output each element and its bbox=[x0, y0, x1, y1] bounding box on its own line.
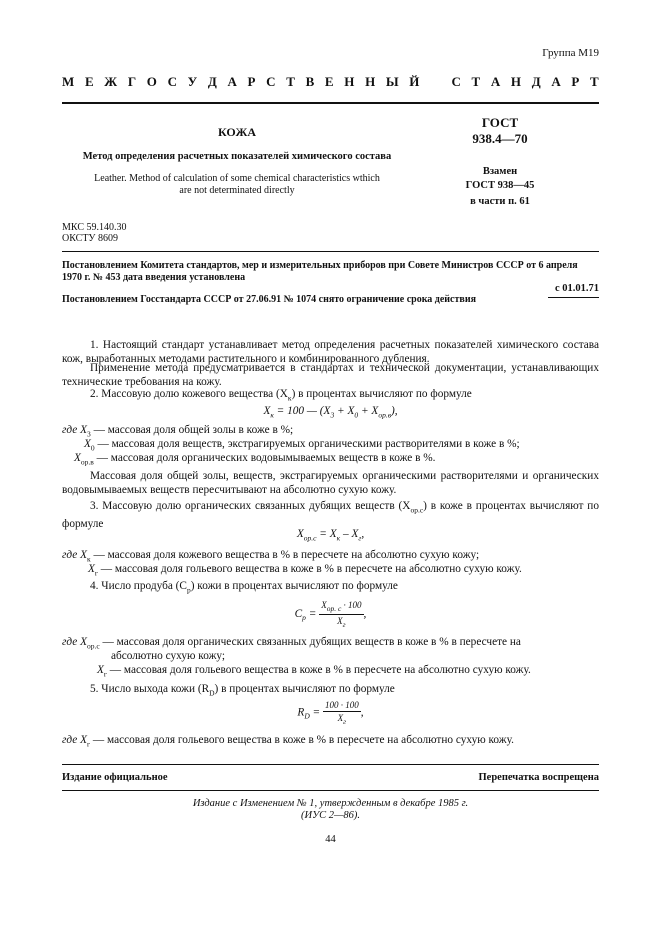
banner-letter: С bbox=[167, 74, 177, 89]
banner-letter: В bbox=[305, 74, 315, 89]
subtitle-en-2: are not determinated directly bbox=[179, 185, 295, 196]
edition-note-1: Издание с Изменением № 1, утвержденным в декабре 1985 г. bbox=[192, 798, 469, 809]
banner-letter: Р bbox=[247, 74, 256, 89]
formula-3: $C_p$ = $\frac{X_{ор. с} \cdot 100}{X_г}$ , bbox=[294, 600, 367, 629]
banner-letter: С bbox=[266, 74, 276, 89]
gost-label: ГОСТ bbox=[481, 115, 519, 130]
okstu-code: ОКСТУ 8609 bbox=[62, 233, 119, 244]
banner-letter: Р bbox=[571, 74, 580, 89]
decree-line-1: Постановлением Комитета стандартов, мер и измерительных приборов при Совете Министров СССР от 6 апреля bbox=[62, 260, 578, 271]
title-rule bbox=[62, 251, 599, 252]
subtitle-ru: Метод определения расчетных показателей химического состава bbox=[82, 151, 392, 162]
where-x3: где $X_3$ — массовая доля общей золы в коже в %; bbox=[62, 424, 294, 439]
banner-letter: А bbox=[551, 74, 561, 89]
banner-letter: Е bbox=[84, 74, 94, 89]
document-title: КОЖА bbox=[218, 125, 256, 139]
banner-letter: Т bbox=[286, 74, 295, 89]
banner-letter: Н bbox=[510, 74, 522, 89]
banner-letter: М bbox=[62, 74, 75, 89]
standard-banner bbox=[62, 74, 599, 90]
banner-letter: Ж bbox=[104, 74, 118, 89]
where-xk: где $X_к$ — массовая доля кожевого вещества в % в пересчете на абсолютно сухую кожу; bbox=[62, 549, 480, 564]
banner-letter: Г bbox=[127, 74, 137, 89]
where-x0: $X_0$ — массовая доля веществ, экстрагируемых органическими растворителями в коже в %; bbox=[84, 438, 520, 453]
banner-letter: А bbox=[227, 74, 237, 89]
replace-gost: ГОСТ 938—45 bbox=[465, 180, 535, 191]
reprint-prohibited: Перепечатка воспрещена bbox=[478, 772, 599, 783]
where-xg-3: где $X_г$ — массовая доля гольевого вещества в коже в % в пересчете на абсолютно сухую кожу. bbox=[62, 734, 514, 749]
formula-4: $R_D$ = $\frac{100 \cdot 100}{X_г}$ , bbox=[297, 700, 364, 726]
banner-letter: А bbox=[490, 74, 501, 89]
footer-rule-2 bbox=[62, 790, 599, 791]
banner-letter: Ы bbox=[385, 74, 399, 89]
para-4: Массовая доля общей золы, веществ, экстрагируемых органическими растворителями и органических водовымываемых веществ пересчитывают на абсолютно сухую кожу. bbox=[62, 470, 599, 496]
footer-rule bbox=[62, 764, 599, 765]
page-number: 44 bbox=[325, 834, 336, 845]
banner-letter: Д bbox=[531, 74, 541, 89]
para-3: 2. Массовую долю кожевого вещества $(X_к)$ в процентах вычисляют по формуле bbox=[90, 388, 472, 403]
banner-letter: Е bbox=[324, 74, 334, 89]
date-rule bbox=[548, 297, 599, 298]
banner-letter: Д bbox=[207, 74, 217, 89]
formula-2: $X_{ор.с} = X_к - X_г$, bbox=[296, 528, 365, 543]
gost-number: 938.4—70 bbox=[472, 131, 528, 146]
para-7: 5. Число выхода кожи $(R_D)$ в процентах вычисляют по формуле bbox=[90, 683, 395, 698]
group-label: Группа М19 bbox=[542, 47, 599, 59]
decree-line-2: 1970 г. № 453 дата введения установлена bbox=[62, 272, 246, 283]
where-xorv: $X_{ор.в}$ — массовая доля органических водовымываемых веществ в коже в %. bbox=[74, 452, 436, 467]
where-xorc-cont: абсолютно сухую кожу; bbox=[111, 650, 226, 662]
banner-letter: Н bbox=[365, 74, 376, 89]
banner-letter: Т bbox=[590, 74, 599, 89]
banner-letter: Й bbox=[409, 74, 420, 89]
para-6: 4. Число продуба $(C_p)$ кожи в процентах вычисляют по формуле bbox=[90, 580, 398, 595]
formula-1: $X_к = 100$ — $(X_3 + X_0 + X_{ор.в})$, bbox=[263, 405, 398, 420]
banner-letter: О bbox=[146, 74, 157, 89]
banner-letter: Т bbox=[471, 74, 481, 89]
replace-label: Взамен bbox=[482, 166, 518, 177]
edition-note-2: (ИУС 2—86). bbox=[301, 810, 360, 821]
para-5: 3. Массовую долю органических связанных дубящих веществ $(X_{ор.с})$ в коже в процентах вычисляют по формуле bbox=[62, 500, 599, 531]
para-2: Применение метода предусматривается в стандартах и технической документации, устанавливающих технические требования на кожу. bbox=[62, 362, 599, 388]
decree-line-3: Постановлением Госстандарта СССР от 27.06.91 № 1074 снято ограничение срока действия bbox=[62, 294, 476, 305]
header-rule bbox=[62, 102, 599, 104]
banner-letter: Н bbox=[344, 74, 355, 89]
where-xg-2: $X_г$ — массовая доля гольевого вещества в коже в % в пересчете на абсолютно сухую кожу. bbox=[97, 664, 531, 679]
banner-letter: У bbox=[187, 74, 198, 89]
official-edition: Издание официальное bbox=[62, 772, 168, 783]
where-xorc: где $X_{ор.с}$ — массовая доля органических связанных дубящих веществ в коже в % в пересчете на bbox=[62, 636, 521, 651]
banner-letter: С bbox=[451, 74, 461, 89]
where-xg: $X_г$ — массовая доля гольевого вещества в коже в % в пересчете на абсолютно сухую кожу. bbox=[88, 563, 522, 578]
mks-code: МКС 59.140.30 bbox=[62, 222, 127, 233]
decree-date: с 01.01.71 bbox=[554, 283, 599, 294]
replace-part: в части п. 61 bbox=[470, 196, 530, 207]
para-1: 1. Настоящий стандарт устанавливает метод определения расчетных показателей химического состава кож, выработанных методами растительного и комбинированного дубления. bbox=[62, 339, 599, 365]
subtitle-en-1: Leather. Method of calculation of some chemical characteristics wthich bbox=[94, 173, 380, 184]
